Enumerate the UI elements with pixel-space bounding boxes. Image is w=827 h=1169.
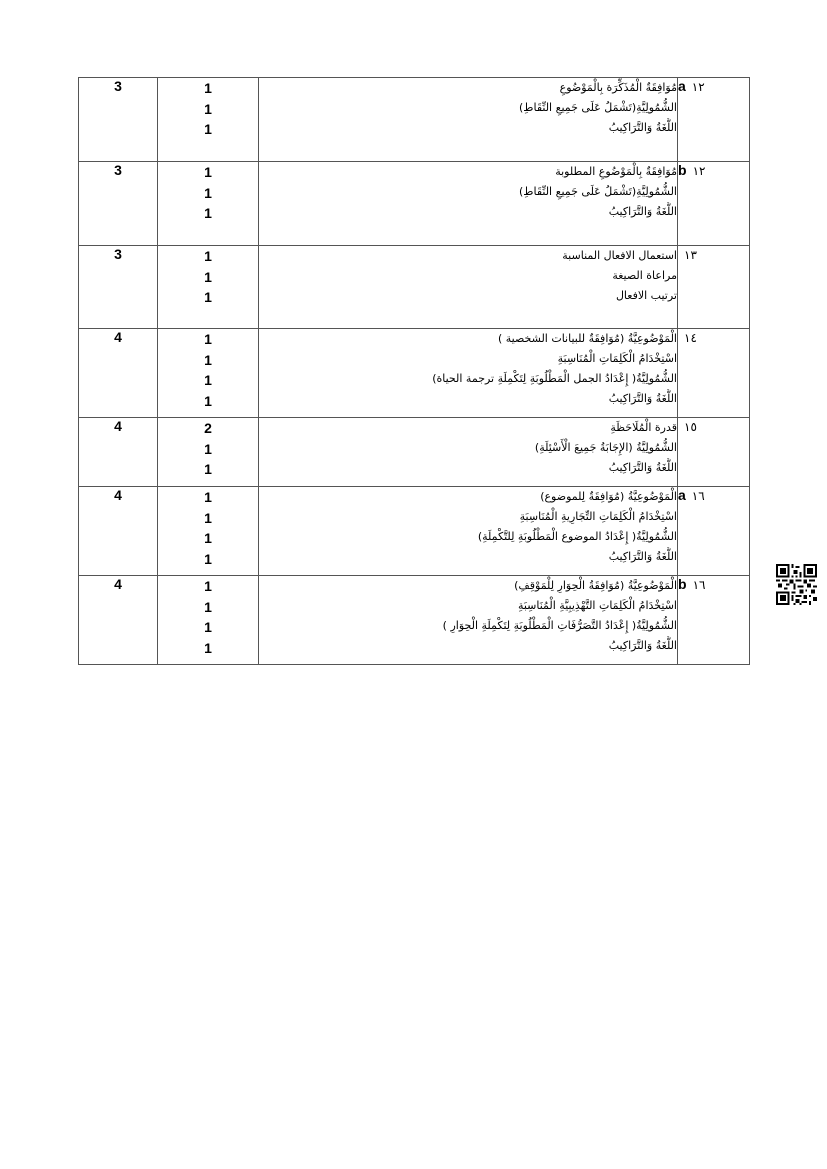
total-marks: 3 — [114, 246, 122, 262]
criteria-cell — [259, 78, 678, 162]
mark-value: 1 — [204, 121, 212, 137]
criteria-cell — [259, 329, 678, 418]
mark-value: 1 — [204, 100, 212, 117]
criterion-text: اسْتِخْدَامُ الْكَلِمَاتِ الْمُنَاسِبَةِ — [557, 352, 677, 365]
mark-value: 2 — [204, 420, 212, 436]
criterion-text: مُوَافِقَةٌ بِالْمَوْضُوعِ المطلوبة — [555, 165, 677, 178]
table-row — [79, 487, 750, 576]
total-marks: 4 — [114, 576, 122, 592]
total-marks-cell — [79, 576, 158, 665]
criterion-text: الشُّمُولِيَّةُ( إِعْدَادُ التَّصَرُّفَاتِ الْمَطْلُوبَةِ لِتَكْمِلَةِ الْحِوَارِ ) — [442, 619, 677, 632]
question-part-letter: a — [678, 78, 686, 94]
criterion-text: الشُّمُولِيَّةُ (الإِجَابَةُ جَمِيعَ الْأَسْئِلَةِ) — [534, 441, 677, 454]
criterion-text: مُوَافِقَةٌ الْمُذَكِّرَة بِالْمَوْضُوعِ — [559, 81, 677, 94]
table-row — [79, 329, 750, 418]
mark-value: 1 — [204, 331, 212, 347]
total-marks-cell — [79, 246, 158, 329]
question-number: ١٦ — [692, 578, 706, 592]
criterion-text: اللُّغَةُ وَالتَّرَاكِيبُ — [608, 392, 677, 405]
criterion-text: استعمال الافعال المناسبة — [562, 249, 677, 262]
total-marks: 3 — [114, 78, 122, 94]
mark-value: 1 — [204, 598, 212, 615]
table-row — [79, 162, 750, 246]
criterion-text: قدرة الْمُلَاحَظَةِ — [610, 421, 677, 434]
total-marks: 3 — [114, 162, 122, 178]
criterion-text: الشُّمُولِيَّةِ(تَشْمَلُ عَلَى جَمِيعِ النِّقَاطِ) — [519, 185, 677, 198]
mark-value: 1 — [204, 509, 212, 526]
question-number: ١٣ — [684, 248, 697, 262]
marks-cell — [158, 78, 259, 162]
criterion-text: الْمَوْضُوعِيَّةُ (مُوَافِقَةُ الْحِوَارِ لِلْمَوْقِفِ) — [514, 579, 677, 592]
marks-cell — [158, 487, 259, 576]
criterion-text: الشُّمُولِيَّةِ(تَشْمَلُ عَلَى جَمِيعِ النِّقَاطِ) — [519, 101, 677, 114]
marks-cell — [158, 576, 259, 665]
criterion-text: اللُّغَةُ وَالتَّرَاكِيبُ — [608, 550, 677, 563]
question-number: ١٦ — [691, 489, 705, 503]
table-row — [79, 418, 750, 487]
mark-value: 1 — [204, 248, 212, 264]
mark-value: 1 — [204, 205, 212, 221]
criterion-text: مراعاة الصيغة — [612, 269, 677, 282]
total-marks-cell — [79, 78, 158, 162]
question-number-cell — [678, 487, 750, 576]
criteria-cell — [259, 246, 678, 329]
criterion-text: الشُّمُولِيَّةُ( إِعْدَادُ الموضوع الْمَطْلُوبَةِ لِلتَّكْمِلَةِ) — [477, 530, 677, 543]
mark-value: 1 — [204, 268, 212, 285]
table-row — [79, 78, 750, 162]
question-number-cell — [678, 418, 750, 487]
criteria-cell — [259, 418, 678, 487]
marking-rubric-table — [78, 77, 750, 665]
total-marks-cell — [79, 418, 158, 487]
marks-cell — [158, 162, 259, 246]
total-marks-cell — [79, 487, 158, 576]
question-number: ١٤ — [684, 331, 697, 345]
table-row — [79, 246, 750, 329]
mark-value: 1 — [204, 619, 212, 635]
mark-value: 1 — [204, 80, 212, 96]
table-row — [79, 576, 750, 665]
criterion-text: اللُّغَةُ وَالتَّرَاكِيبُ — [608, 205, 677, 218]
criteria-cell — [259, 487, 678, 576]
criterion-text: اسْتِخْدَامُ الْكَلِمَاتِ التَّهْذِيبِيَّةِ الْمُنَاسِبَةِ — [517, 599, 677, 612]
mark-value: 1 — [204, 578, 212, 594]
mark-value: 1 — [204, 392, 212, 409]
criterion-text: الشُّمُولِيَّةُ( إِعْدَادُ الجمل الْمَطْلُوبَةِ لِتَكْمِلَةِ ترجمة الحياة) — [432, 372, 677, 385]
criterion-text: اسْتِخْدَامُ الْكَلِمَاتِ التِّجَارِيةِ الْمُنَاسِبَةِ — [519, 510, 677, 523]
mark-value: 1 — [204, 372, 212, 388]
total-marks: 4 — [114, 487, 122, 503]
question-number: ١٥ — [684, 420, 697, 434]
mark-value: 1 — [204, 530, 212, 546]
question-number: ١٢ — [691, 80, 705, 94]
mark-value: 1 — [204, 550, 212, 567]
question-number-cell — [678, 162, 750, 246]
mark-value: 1 — [204, 351, 212, 368]
criterion-text: اللُّغَةُ وَالتَّرَاكِيبُ — [608, 461, 677, 474]
total-marks-cell — [79, 329, 158, 418]
criterion-text: اللُّغَةُ وَالتَّرَاكِيبُ — [608, 639, 677, 652]
mark-value: 1 — [204, 489, 212, 505]
question-part-letter: b — [678, 576, 687, 592]
marks-cell — [158, 418, 259, 487]
criteria-cell — [259, 162, 678, 246]
question-part-letter: b — [678, 162, 687, 178]
mark-value: 1 — [204, 164, 212, 180]
mark-value: 1 — [204, 639, 212, 656]
question-part-letter: a — [678, 487, 686, 503]
question-number: ١٢ — [692, 164, 706, 178]
mark-value: 1 — [204, 461, 212, 477]
question-number-cell — [678, 329, 750, 418]
question-number-cell — [678, 78, 750, 162]
marks-cell — [158, 329, 259, 418]
total-marks: 4 — [114, 329, 122, 345]
question-number-cell — [678, 576, 750, 665]
criteria-cell — [259, 576, 678, 665]
criterion-text: اللُّغَةُ وَالتَّرَاكِيبُ — [608, 121, 677, 134]
criterion-text: ترتيب الافعال — [615, 289, 677, 302]
question-number-cell — [678, 246, 750, 329]
qr-code-icon — [776, 564, 817, 605]
criterion-text: الْمَوْضُوعِيَّةُ (مُوَافِقَةٌ لِلموضوع) — [540, 490, 677, 503]
mark-value: 1 — [204, 184, 212, 201]
mark-value: 1 — [204, 289, 212, 305]
total-marks-cell — [79, 162, 158, 246]
total-marks: 4 — [114, 418, 122, 434]
criterion-text: الْمَوْضُوعِيَّةُ (مُوَافِقَةٌ للبيانات الشخصية ) — [497, 332, 677, 345]
mark-value: 1 — [204, 440, 212, 457]
marks-cell — [158, 246, 259, 329]
